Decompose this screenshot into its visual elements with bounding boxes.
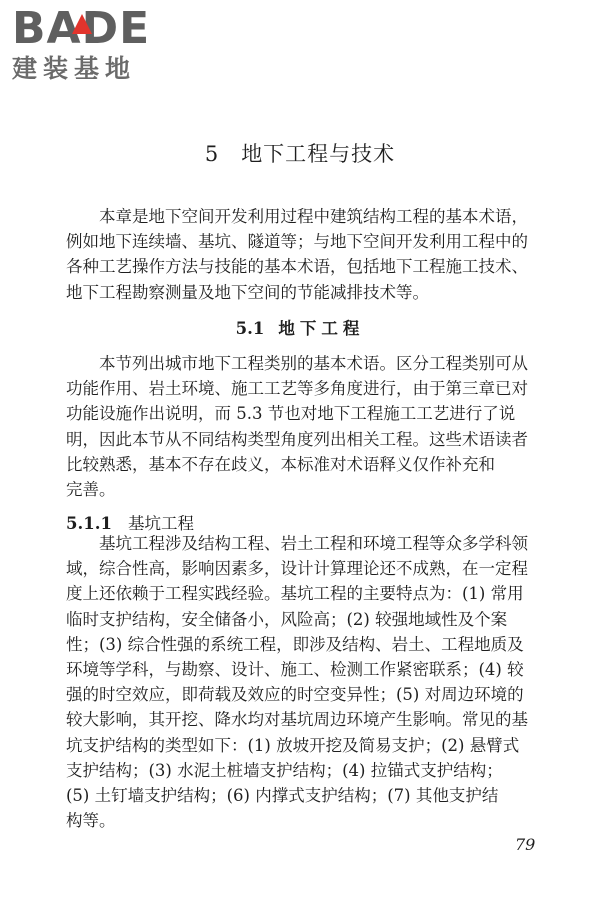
logo-accent-triangle [72, 14, 92, 34]
subsection-title-text: 基坑工程 [127, 514, 194, 533]
intro-line: 地下工程勘察测量及地下空间的节能减排技术等。 [66, 282, 429, 302]
logo-subtitle: 建装基地 [12, 54, 137, 83]
intro-line: 各种工艺操作方法与技能的基本术语，包括地下工程施工技术、 [66, 257, 528, 277]
section-line: 功能设施作出说明，而 5.3 节也对地下工程施工工艺进行了说 [66, 404, 516, 424]
subsection-line: 支护结构；(3) 水泥土桩墙支护结构；(4) 拉锚式支护结构； [66, 760, 503, 780]
intro-paragraph [66, 204, 550, 305]
section-line: 完善。 [66, 480, 116, 500]
subsection-line: 较大影响，其开挖、降水均对基坑周边环境产生影响。常见的基 [66, 710, 528, 730]
intro-line: 本章是地下空间开发利用过程中建筑结构工程的基本术语， [99, 207, 528, 226]
subsection-line: 环境等学科，与勘察、设计、施工、检测工作紧密联系；(4) 较 [66, 660, 524, 680]
logo [12, 3, 177, 88]
subsection-line: 基坑工程涉及结构工程、岩土工程和环境工程等众多学科领 [99, 534, 528, 553]
section-number: 5.1 [235, 319, 265, 338]
page-number: 79 [515, 835, 536, 854]
subsection-line: 性；(3) 综合性强的系统工程，即涉及结构、岩土、工程地质及 [66, 634, 524, 654]
section-line: 功能作用、岩土环境、施工工艺等多角度进行，由于第三章已对 [66, 379, 528, 399]
subsection-line: 临时支护结构，安全储备小，风险高；(2) 较强地域性及个案 [66, 609, 508, 629]
section-title [0, 315, 600, 339]
chapter-number: 5 [204, 142, 220, 166]
section-line: 明，因此本节从不同结构类型角度列出相关工程。这些术语读者 [66, 429, 528, 449]
subsection-line: 域，综合性高，影响因素多，设计计算理论还不成熟，在一定程 [66, 559, 528, 579]
chapter-title [0, 138, 600, 168]
section-line: 比较熟悉，基本不存在歧义，本标准对术语释义仅作补充和 [66, 454, 495, 474]
subsection-line: (5) 土钉墙支护结构；(6) 内撑式支护结构；(7) 其他支护结 [66, 786, 499, 806]
section-line: 本节列出城市地下工程类别的基本术语。区分工程类别可从 [99, 354, 528, 373]
subsection-line: 强的时空效应，即荷载及效应的时空变异性；(5) 对周边环境的 [66, 685, 524, 705]
subsection-number: 5.1.1 [66, 514, 112, 533]
subsection-line: 坑支护结构的类型如下：(1) 放坡开挖及简易支护；(2) 悬臂式 [66, 735, 520, 755]
subsection-line: 构等。 [66, 811, 116, 831]
logo-wordmark: BADE [12, 3, 151, 54]
subsection-line: 度上还依赖于工程实践经验。基坑工程的主要特点为：(1) 常用 [66, 584, 524, 604]
chapter-title-text: 地下工程与技术 [241, 142, 396, 166]
intro-line: 例如地下连续墙、基坑、隧道等；与地下空间开发利用工程中的 [66, 232, 528, 252]
section-paragraph [66, 351, 550, 502]
section-title-text: 地下工程 [278, 319, 365, 338]
subsection-paragraph [66, 531, 550, 833]
